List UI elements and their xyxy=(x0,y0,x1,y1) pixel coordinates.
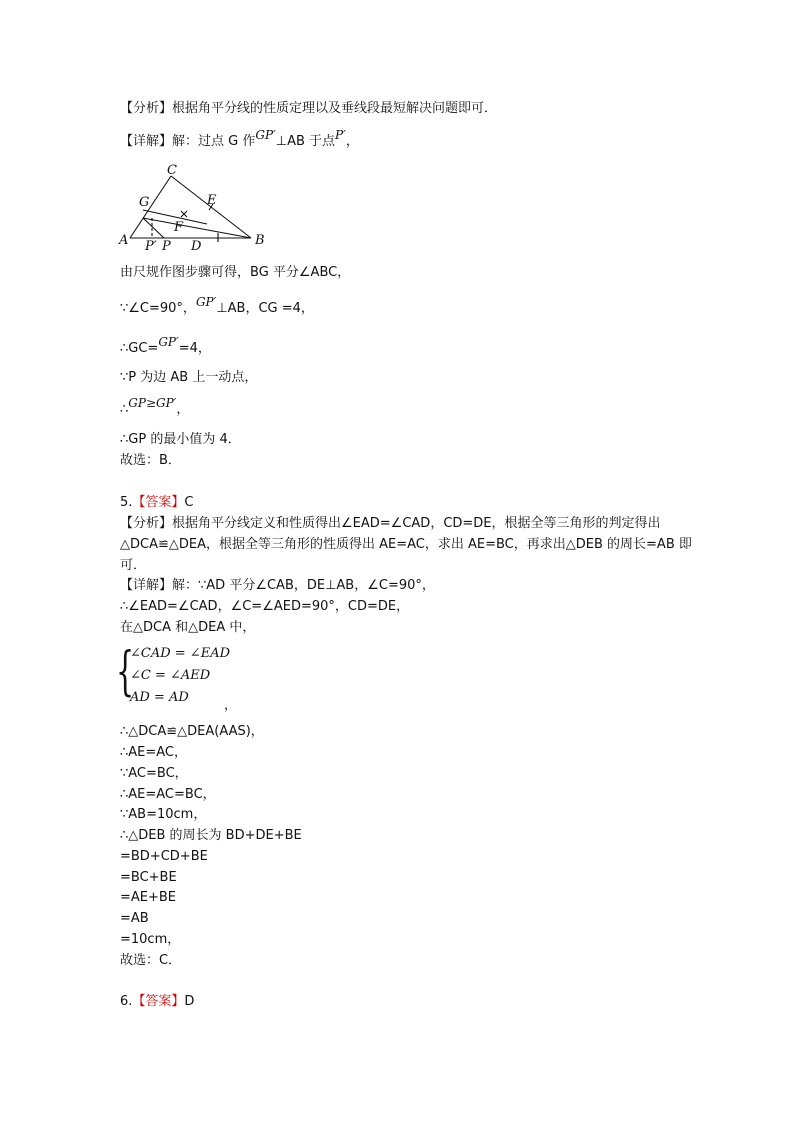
text-line: ∵AC=BC， xyxy=(120,766,188,781)
text-line xyxy=(120,335,211,357)
analysis-line-4 xyxy=(120,101,497,117)
side-ac xyxy=(130,176,171,238)
text-part: ∵∠C=90°， xyxy=(120,301,196,316)
text-line: ∵AB=10cm， xyxy=(120,807,207,822)
text-part: ， xyxy=(176,402,190,417)
answer-label: 【答案】 xyxy=(132,495,185,510)
label-p-prime: P′ xyxy=(145,239,157,254)
analysis-text: 根据角平分线的性质定理以及垂线段最短解决问题即可． xyxy=(172,101,498,116)
text-line: ∴△DEB 的周长为 BD+DE+BE xyxy=(120,828,302,843)
text-line: =AB xyxy=(120,911,149,926)
text-part: ∴GC= xyxy=(120,341,159,356)
detail-label: 【详解】 xyxy=(120,134,173,149)
detail-text: ⊥AB 于点 xyxy=(275,134,336,149)
math-gp-prime: GP′ xyxy=(195,295,217,309)
analysis-line-5 xyxy=(120,516,661,532)
system-eq-2: ∠C = ∠AED xyxy=(130,668,211,683)
segment-gb xyxy=(143,218,251,238)
analysis-text: 可． xyxy=(120,558,147,573)
detail-label: 【详解】 xyxy=(120,578,173,593)
detail-text: 解：过点 G 作 xyxy=(172,134,256,149)
text-line: 故选：B． xyxy=(120,453,181,468)
text-line: =AE+BE xyxy=(120,890,177,905)
label-b: B xyxy=(255,233,265,248)
triangle-figure xyxy=(115,162,275,254)
detail-line-5 xyxy=(120,578,435,594)
math-inequality: GP≥GP′ xyxy=(128,396,177,410)
text-part: =4， xyxy=(178,341,211,356)
detail-line-4 xyxy=(120,128,359,150)
text-line: ∴GP 的最小值为 4． xyxy=(120,432,241,447)
text-line: =BC+BE xyxy=(120,870,177,885)
text-line: 故选：C． xyxy=(120,953,182,968)
math-gp-prime: GP′ xyxy=(158,335,179,349)
answer-line-6 xyxy=(120,994,194,1010)
text-line: =BD+CD+BE xyxy=(120,849,208,864)
text-line xyxy=(120,295,314,317)
question-number: 6. xyxy=(120,994,133,1009)
system-eq-3: AD = AD xyxy=(130,690,189,705)
math-p-prime: P′ xyxy=(335,128,346,142)
analysis-text: △DCA≌△DEA，根据全等三角形的性质得出 AE=AC，求出 AE=BC，再求出△DEB 的周长=AB 即 xyxy=(120,537,692,552)
detail-text: ， xyxy=(345,134,359,149)
analysis-text: 根据角平分线定义和性质得出∠EAD=∠CAD，CD=DE，根据全等三角形的判定得出 xyxy=(172,516,661,531)
label-g: G xyxy=(139,195,150,210)
text-line: 由尺规作图步骤可得，BG 平分∠ABC， xyxy=(120,265,351,280)
text-part: ∴ xyxy=(120,402,129,417)
label-p: P xyxy=(162,239,171,254)
text-line: =10cm， xyxy=(120,932,181,947)
label-f: F xyxy=(174,220,184,235)
text-line: 在△DCA 和△DEA 中， xyxy=(120,620,256,635)
text-line xyxy=(120,396,190,418)
label-a: A xyxy=(119,233,129,248)
text-line: ∴AE=AC=BC， xyxy=(120,787,216,802)
answer-line-5 xyxy=(120,495,194,511)
analysis-label: 【分析】 xyxy=(120,101,173,116)
label-c: C xyxy=(167,163,177,178)
system-comma: ， xyxy=(224,698,238,713)
system-brace: { xyxy=(116,642,135,702)
analysis-label: 【分析】 xyxy=(120,516,173,531)
label-d: D xyxy=(191,239,202,254)
math-gp-prime: GP′ xyxy=(255,128,276,142)
detail-text: 解：∵AD 平分∠CAB，DE⊥AB，∠C=90°， xyxy=(172,578,435,593)
text-line: ∵P 为边 AB 上一动点， xyxy=(120,370,258,385)
system-eq-1: ∠CAD = ∠EAD xyxy=(130,646,231,661)
answer-label: 【答案】 xyxy=(132,994,185,1009)
text-line: ∴△DCA≌△DEA(AAS)， xyxy=(120,724,264,739)
text-line: ∴AE=AC， xyxy=(120,745,188,760)
answer-value: D xyxy=(184,994,195,1009)
label-e: E xyxy=(207,193,217,208)
text-line: ∴∠EAD=∠CAD，∠C=∠AED=90°，CD=DE， xyxy=(120,599,410,614)
text-part: ⊥AB，CG =4， xyxy=(216,301,314,316)
answer-value: C xyxy=(184,495,194,510)
question-number: 5. xyxy=(120,495,133,510)
